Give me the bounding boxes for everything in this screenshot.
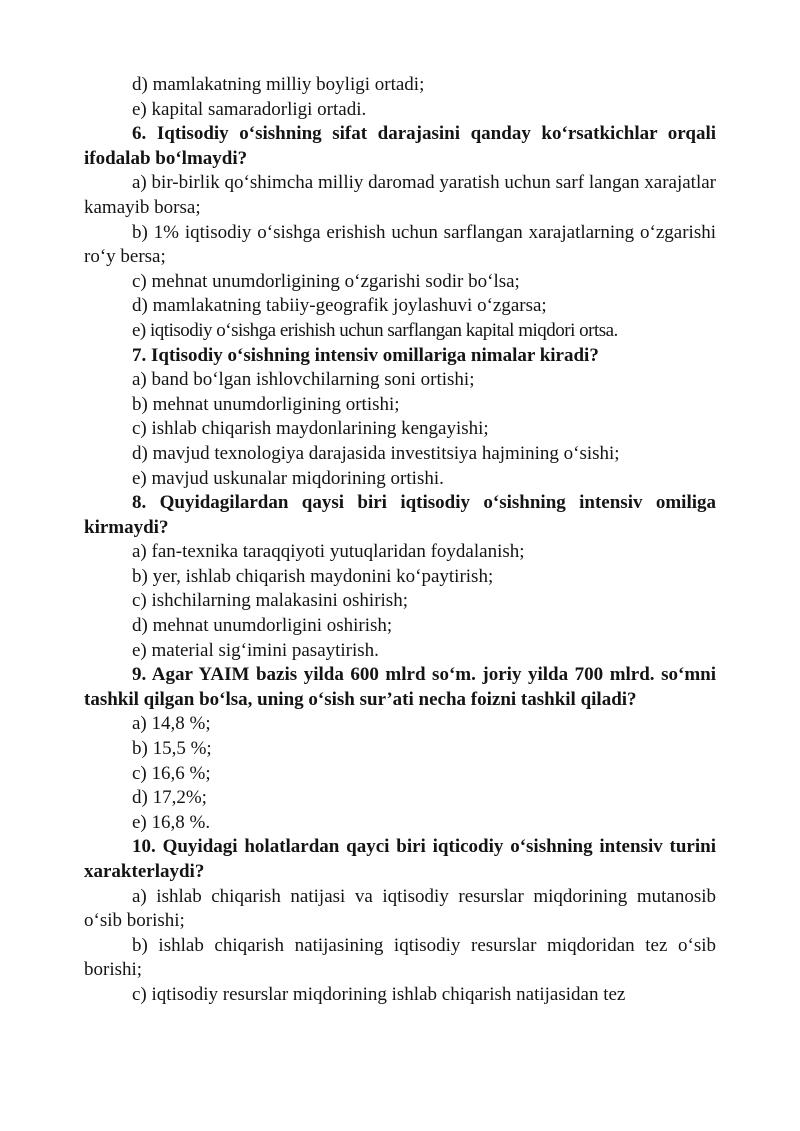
answer-line: a) bir-birlik qo‘shimcha milliy daromad yaratish uchun sarf langan xarajatlar kamayib borsa;	[84, 172, 716, 218]
answer-line: c) iqtisodiy resurslar miqdorining ishlab chiqarish natijasidan tez	[132, 983, 626, 1005]
answer-line: d) mamlakatning tabiiy-geografik joylashuvi o‘zgarsa;	[132, 295, 547, 317]
answer-line: b) yer, ishlab chiqarish maydonini ko‘paytirish;	[132, 565, 494, 587]
document-page	[84, 73, 716, 1008]
answer-line: a) 14,8 %;	[132, 713, 211, 735]
answer-line: e) material sig‘imini pasaytirish.	[132, 639, 379, 661]
question-8: 8. Quyidagilardan qaysi biri iqtisodiy o‘sishning intensiv omiliga kirmaydi?	[84, 492, 716, 538]
answer-line: e) kapital samaradorligi ortadi.	[132, 98, 367, 120]
answer-line: a) fan-texnika taraqqiyoti yutuqlaridan foydalanish;	[132, 541, 525, 563]
answer-line: d) mamlakatning milliy boyligi ortadi;	[132, 74, 425, 95]
answer-line: a) ishlab chiqarish natijasi va iqtisodiy resurslar miqdorining mutanosib o‘sib borishi;	[84, 885, 716, 932]
question-10: 10. Quyidagi holatlardan qayci biri iqticodiy o‘sishning intensiv turini xarakterlaydi?	[84, 836, 716, 882]
question-7: 7. Iqtisodiy o‘sishning intensiv omillariga nimalar kiradi?	[132, 344, 599, 366]
answer-line: c) mehnat unumdorligining o‘zgarishi sodir bo‘lsa;	[132, 270, 520, 292]
question-9: 9. Agar YAIM bazis yilda 600 mlrd so‘m. joriy yilda 700 mlrd. so‘mni tashkil qilgan bo‘lsa, uning o‘sish sur’ati necha foizni tashkil qiladi?	[84, 664, 716, 710]
answer-line: a) band bo‘lgan ishlovchilarning soni ortishi;	[132, 369, 475, 391]
answer-line: e) mavjud uskunalar miqdorining ortishi.	[132, 467, 444, 489]
answer-line: b) 1% iqtisodiy o‘sishga erishish uchun sarflangan xarajatlarning o‘zgarishi ro‘y bersa;	[84, 221, 716, 268]
answer-line: e) iqtisodiy o‘sishga erishish uchun sarflangan kapital miqdori ortsa.	[132, 319, 618, 341]
answer-line: c) ishchilarning malakasini oshirish;	[132, 590, 408, 612]
question-6: 6. Iqtisodiy o‘sishning sifat darajasini qanday ko‘rsatkichlar orqali ifodalab bo‘lmaydi?	[84, 123, 716, 169]
answer-line: c) ishlab chiqarish maydonlarining kengayishi;	[132, 418, 489, 440]
answer-line: d) mehnat unumdorligini oshirish;	[132, 615, 393, 637]
answer-line: b) ishlab chiqarish natijasining iqtisodiy resurslar miqdoridan tez o‘sib borishi;	[84, 934, 716, 981]
answer-line: e) 16,8 %.	[132, 811, 211, 833]
answer-line: d) mavjud texnologiya darajasida investitsiya hajmining o‘sishi;	[132, 442, 620, 464]
answer-line: c) 16,6 %;	[132, 762, 211, 784]
answer-line: b) mehnat unumdorligining ortishi;	[132, 393, 400, 415]
answer-line: d) 17,2%;	[132, 787, 207, 809]
answer-line: b) 15,5 %;	[132, 738, 212, 760]
